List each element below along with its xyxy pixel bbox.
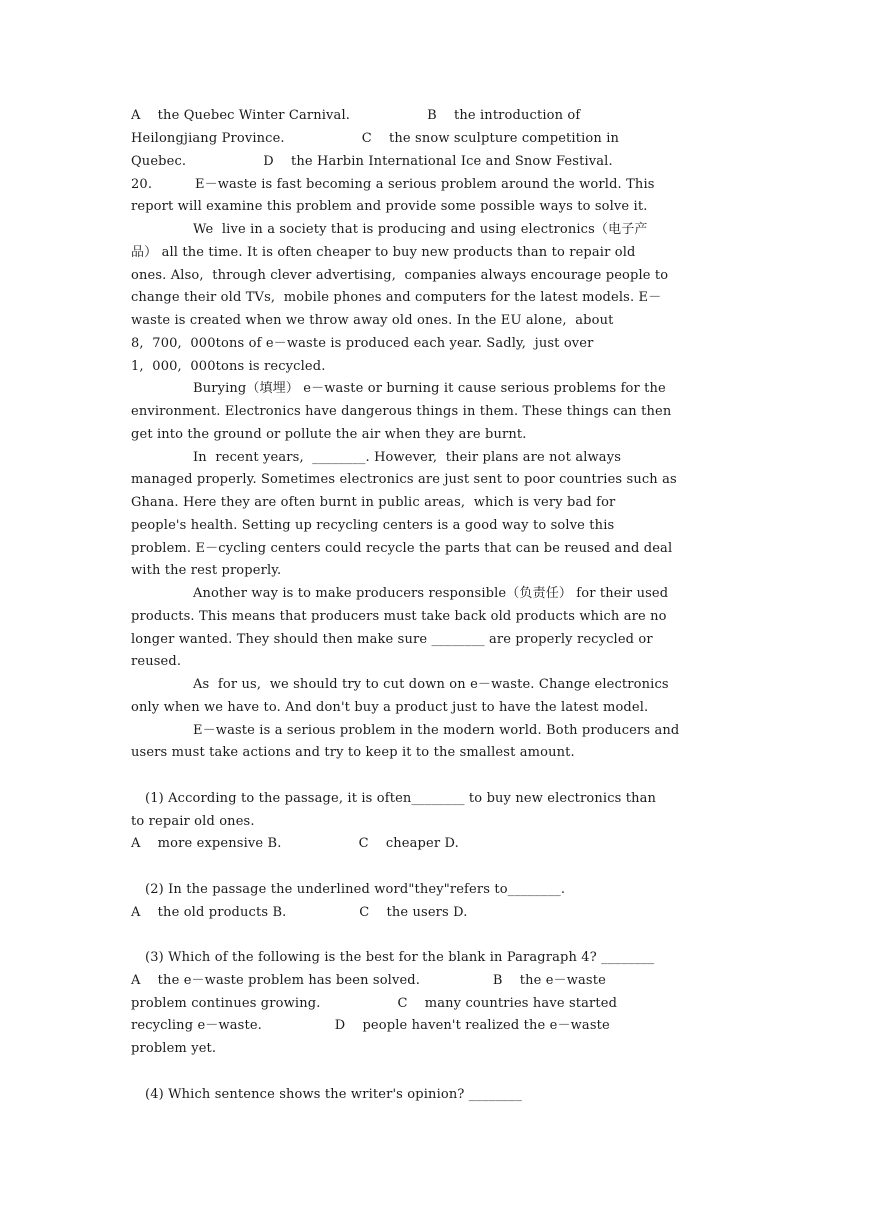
passage-line: waste is created when we throw away old ones. In the EU alone, about: [131, 313, 614, 328]
option-line: A the Quebec Winter Carnival. B the introduction of: [131, 108, 581, 123]
question-3: (3) Which of the following is the best for the blank in Paragraph 4? ________: [145, 950, 655, 965]
passage-line: Ghana. Here they are often burnt in public areas, which is very bad for: [131, 495, 616, 510]
passage-line: environment. Electronics have dangerous things in them. These things can then: [131, 404, 672, 419]
passage-line: reused.: [131, 654, 182, 669]
question-2: (2) In the passage the underlined word"they"refers to________.: [145, 882, 566, 897]
options-line: problem continues growing. C many countries have started: [131, 996, 618, 1011]
passage-line: only when we have to. And don't buy a product just to have the latest model.: [131, 700, 649, 715]
passage-line: longer wanted. They should then make sure ________ are properly recycled or: [131, 632, 653, 647]
passage-line: 1, 000, 000tons is recycled.: [131, 359, 326, 374]
passage-line: 品） all the time. It is often cheaper to buy new products than to repair old: [131, 245, 636, 260]
passage-line: with the rest properly.: [131, 563, 282, 578]
passage-line: people's health. Setting up recycling centers is a good way to solve this: [131, 518, 615, 533]
options-line: problem yet.: [131, 1041, 217, 1056]
option-line: Heilongjiang Province. C the snow sculpture competition in: [131, 131, 620, 146]
passage-line: Another way is to make producers responsible（负责任） for their used: [193, 586, 669, 601]
passage-line: 8, 700, 000tons of e－waste is produced each year. Sadly, just over: [131, 336, 594, 351]
option-line: Quebec. D the Harbin International Ice and Snow Festival.: [131, 154, 613, 169]
passage-line: ones. Also, through clever advertising, companies always encourage people to: [131, 268, 669, 283]
passage-line: problem. E－cycling centers could recycle the parts that can be reused and deal: [131, 541, 673, 556]
passage-line: users must take actions and try to keep it to the smallest amount.: [131, 745, 575, 760]
passage-line: Burying（填埋） e－waste or burning it cause serious problems for the: [193, 381, 666, 396]
passage-line: managed properly. Sometimes electronics are just sent to poor countries such as: [131, 472, 677, 487]
question-number-line: 20. E－waste is fast becoming a serious problem around the world. This: [131, 177, 655, 192]
options-line: A the e－waste problem has been solved. B the e－waste: [131, 973, 606, 988]
passage-line: E－waste is a serious problem in the modern world. Both producers and: [193, 723, 680, 738]
options-line: A more expensive B. C cheaper D.: [131, 836, 459, 851]
question-1: (1) According to the passage, it is often________ to buy new electronics than: [145, 791, 657, 806]
passage-line: products. This means that producers must take back old products which are no: [131, 609, 667, 624]
passage-line: In recent years, ________. However, their plans are not always: [193, 450, 622, 465]
passage-line: report will examine this problem and provide some possible ways to solve it.: [131, 199, 648, 214]
passage-line: get into the ground or pollute the air when they are burnt.: [131, 427, 527, 442]
passage-line: We live in a society that is producing and using electronics（电子产: [193, 222, 648, 237]
question-4: (4) Which sentence shows the writer's opinion? ________: [145, 1087, 522, 1102]
question-line: to repair old ones.: [131, 814, 255, 829]
options-line: A the old products B. C the users D.: [131, 905, 468, 920]
options-line: recycling e－waste. D people haven't realized the e－waste: [131, 1018, 610, 1033]
passage-line: change their old TVs, mobile phones and computers for the latest models. E－: [131, 290, 662, 305]
passage-line: As for us, we should try to cut down on e－waste. Change electronics: [193, 677, 669, 692]
